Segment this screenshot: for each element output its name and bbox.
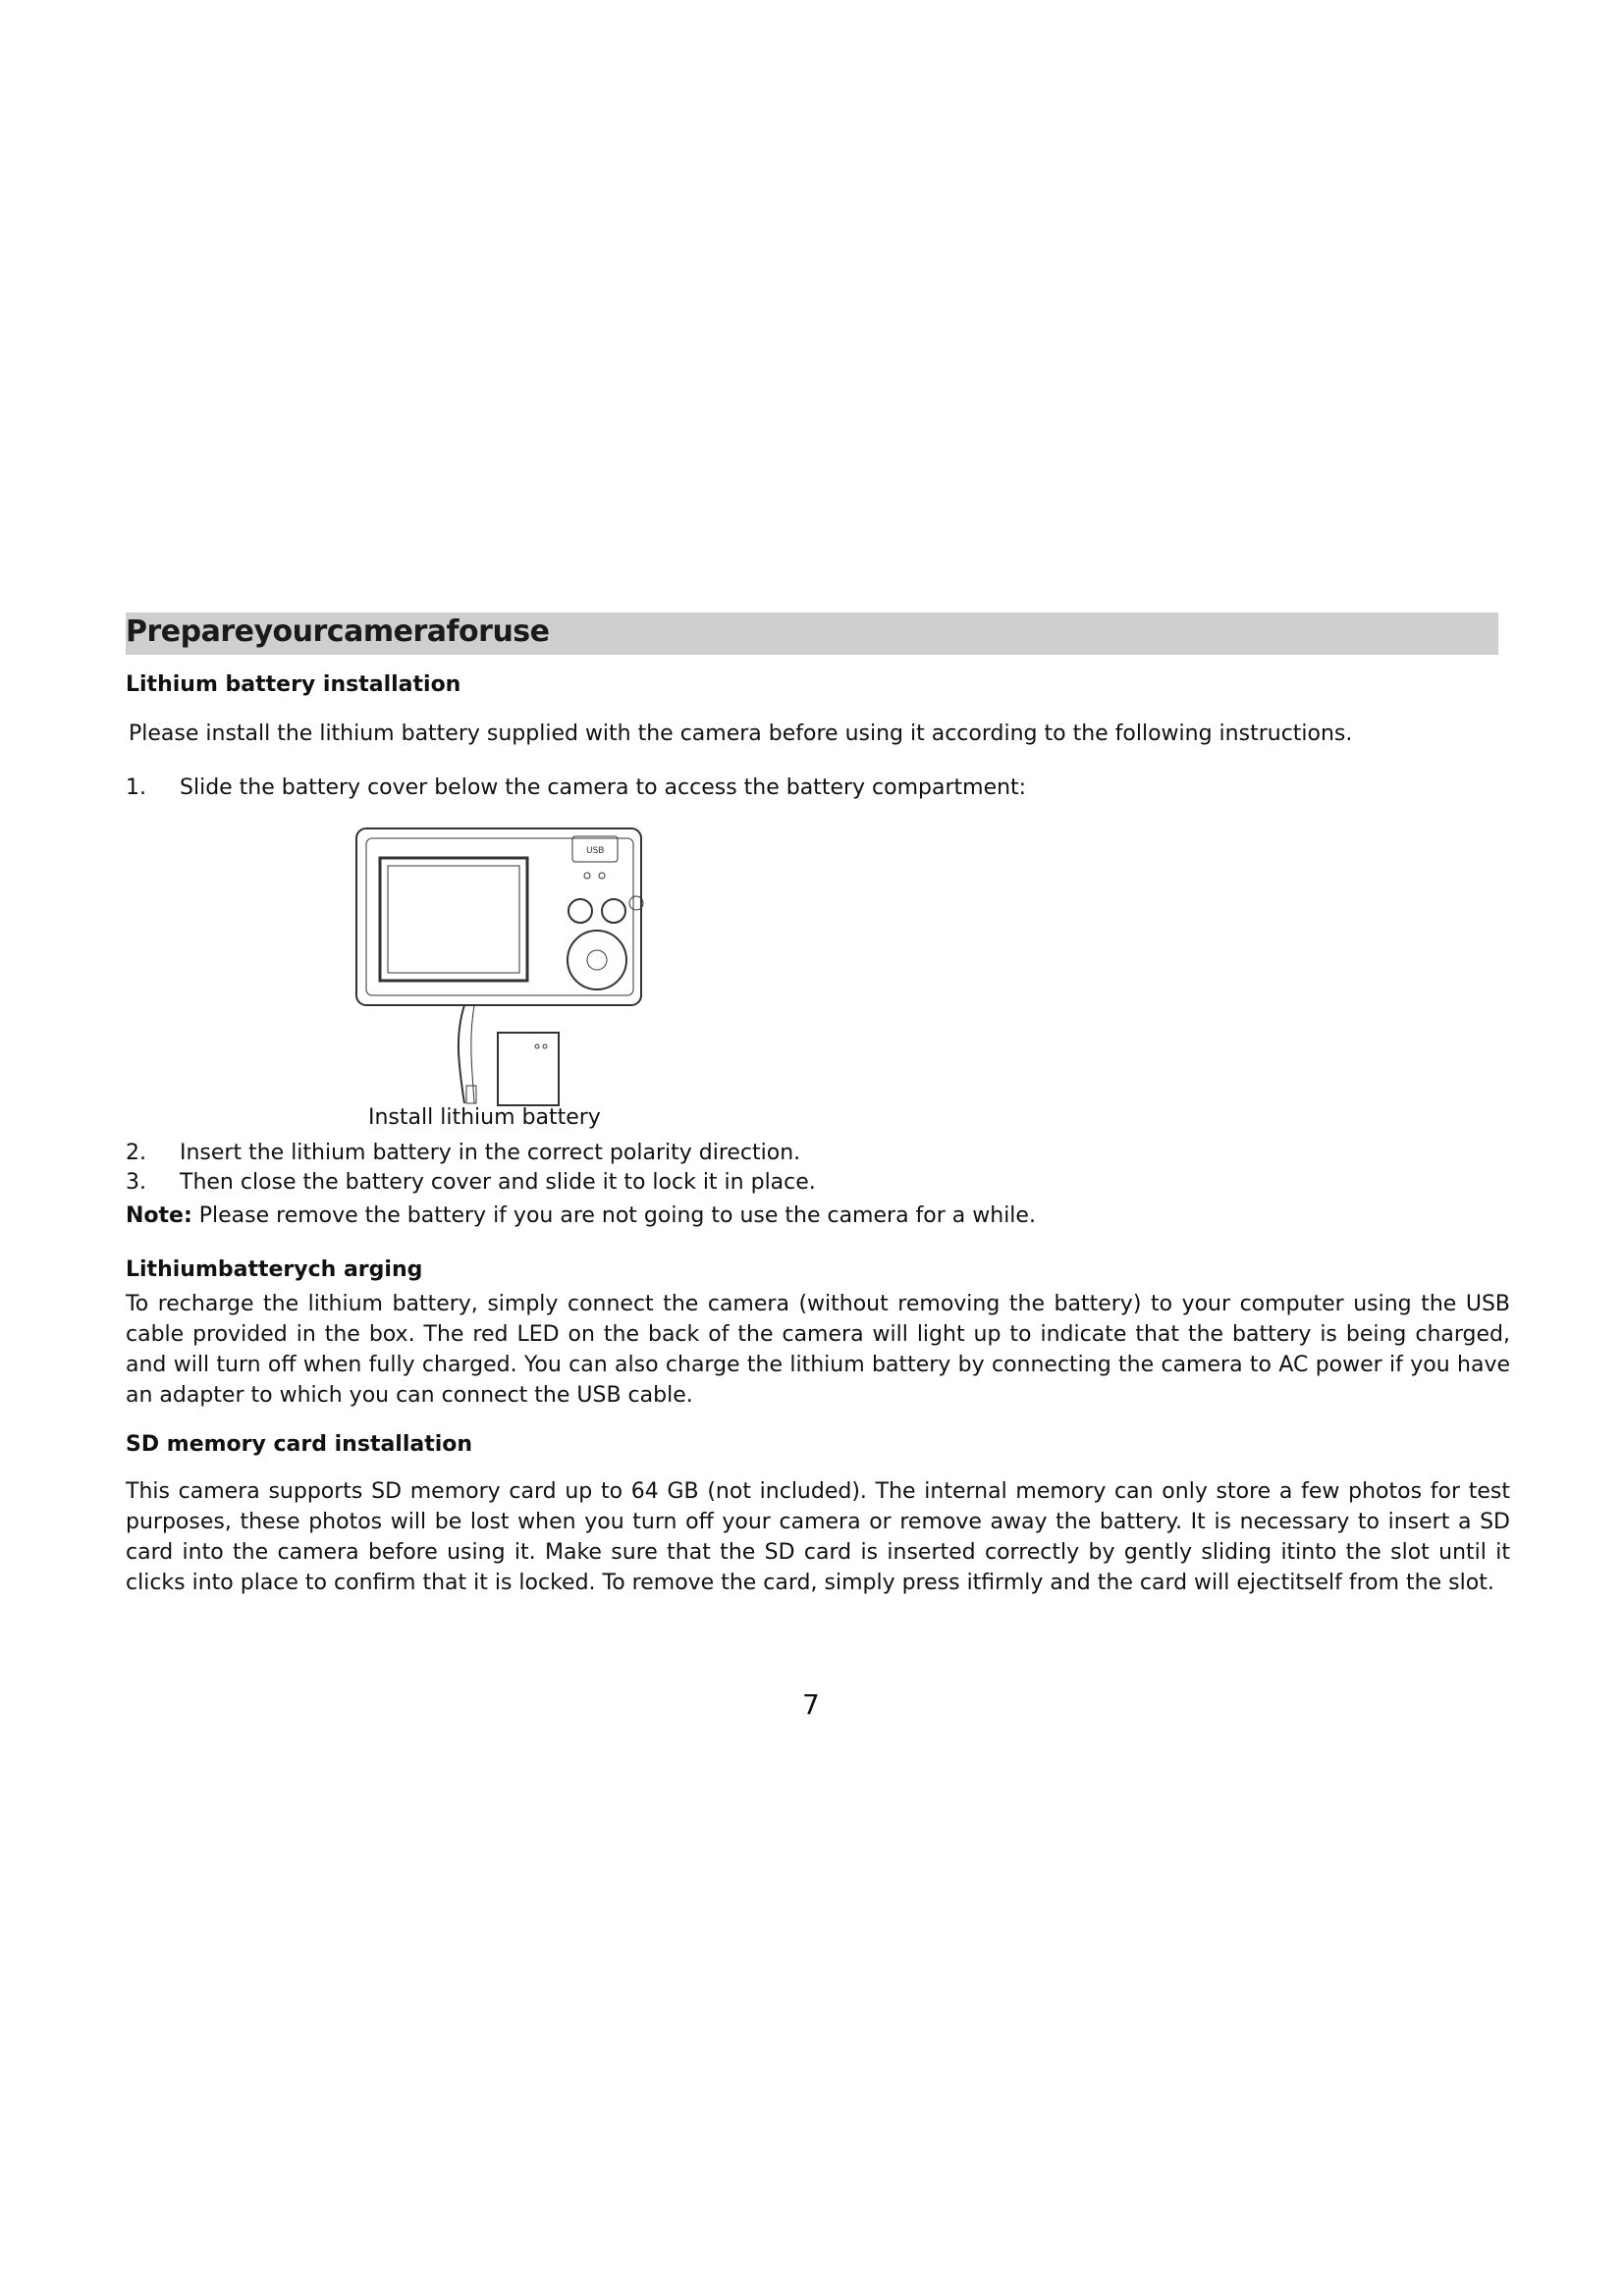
figure-caption: Install lithium battery [368, 1105, 601, 1130]
step-3-text: Then close the battery cover and slide it to lock it in place. [180, 1170, 816, 1195]
camera-screen [380, 858, 527, 981]
sd-card-heading: SD memory card installation [126, 1432, 473, 1457]
battery-cover-strap [459, 1005, 464, 1103]
section-title: Prepareyourcameraforuse [126, 614, 550, 649]
battery-charging-heading: Lithiumbatterych arging [126, 1257, 423, 1282]
page-number: 7 [802, 1688, 820, 1721]
camera-battery-illustration [349, 825, 653, 1119]
navigation-dial [568, 931, 626, 989]
mode-button [568, 899, 592, 923]
sd-card-paragraph: This camera supports SD memory card up to 64 GB (not included). The internal memory can only store a few photos for test purposes, these photos will be lost when you turn off your camera or remove away the battery. It is necessary to insert a SD card into the camera before using it. Make sure that the SD card is inserted correctly by gently sliding itinto the slot until it clicks into place to confirm that it is locked. To remove the card, simply press itfirmly and the card will ejectitself from the slot. [126, 1479, 1510, 1595]
note [126, 1203, 1036, 1228]
step-1-number: 1. [126, 775, 146, 800]
note-label: Note: [126, 1203, 192, 1228]
battery-install-intro: Please install the lithium battery supplied with the camera before using it according to the following instructions. [129, 721, 1353, 746]
step-2-text: Insert the lithium battery in the correct polarity direction. [180, 1141, 801, 1165]
step-2-number: 2. [126, 1141, 146, 1165]
battery-install-heading: Lithium battery installation [126, 672, 461, 697]
step-3-number: 3. [126, 1170, 146, 1195]
battery-pack [498, 1033, 559, 1105]
battery-charging-paragraph: To recharge the lithium battery, simply connect the camera (without removing the battery) to your computer using the USB cable provided in the box. The red LED on the back of the camera will light up to indicate that the battery is being charged, and will turn off when fully charged. You can also charge the lithium battery by connecting the camera to AC power if you have an adapter to which you can connect the USB cable. [126, 1292, 1510, 1408]
note-text: Please remove the battery if you are not going to use the camera for a while. [191, 1203, 1036, 1228]
menu-button [602, 899, 625, 923]
usb-label: USB [586, 846, 605, 856]
step-1-text: Slide the battery cover below the camera to access the battery compartment: [180, 775, 1027, 800]
